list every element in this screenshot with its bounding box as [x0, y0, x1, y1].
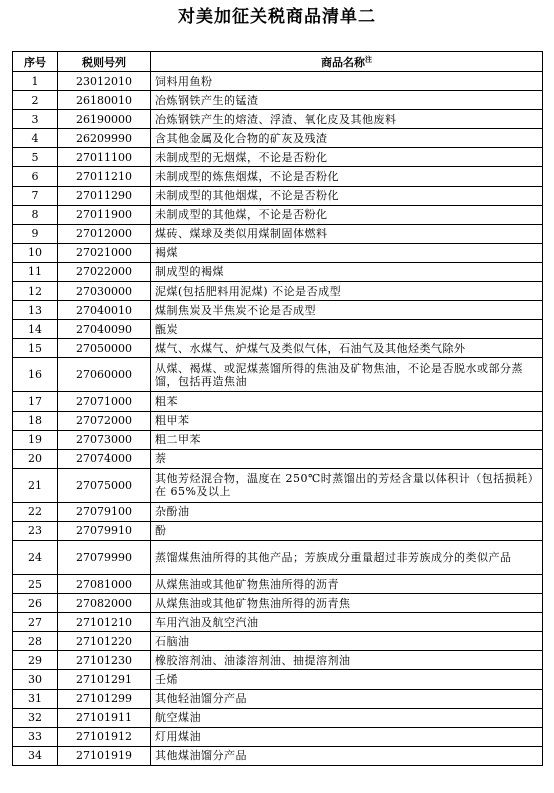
- row-number: 10: [13, 243, 58, 262]
- row-product-name: 饲料用鱼粉: [151, 72, 543, 91]
- table-row: [13, 727, 543, 746]
- row-product-name: 泥煤(包括肥料用泥煤) 不论是否成型: [151, 282, 543, 301]
- row-tariff-code: 27040090: [58, 320, 151, 339]
- row-product-name: 其他轻油馏分产品: [151, 689, 543, 708]
- row-tariff-code: 27030000: [58, 282, 151, 301]
- row-number: 18: [13, 411, 58, 430]
- table-row: [13, 262, 543, 281]
- row-tariff-code: 27101230: [58, 651, 151, 670]
- table-row: [13, 540, 543, 574]
- row-tariff-code: 27073000: [58, 430, 151, 449]
- row-tariff-code: 27101291: [58, 670, 151, 689]
- row-number: 14: [13, 320, 58, 339]
- row-product-name: 粗二甲苯: [151, 430, 543, 449]
- row-product-name: 甑炭: [151, 320, 543, 339]
- row-product-name: 蒸馏煤焦油所得的其他产品；芳族成分重量超过非芳族成分的类似产品: [151, 540, 543, 574]
- row-number: 26: [13, 594, 58, 613]
- row-tariff-code: 27071000: [58, 392, 151, 411]
- row-product-name: 从煤、褐煤、或泥煤蒸馏所得的焦油及矿物焦油，不论是否脱水或部分蒸馏，包括再造焦油: [151, 358, 543, 392]
- row-number: 8: [13, 205, 58, 224]
- header-name-label: 商品名称: [321, 55, 365, 69]
- table-row: [13, 72, 543, 91]
- row-product-name: 冶炼钢铁产生的熔渣、浮渣、氧化皮及其他废料: [151, 110, 543, 129]
- row-tariff-code: 27082000: [58, 594, 151, 613]
- table-row: [13, 521, 543, 540]
- row-number: 21: [13, 468, 58, 502]
- row-tariff-code: 27101911: [58, 708, 151, 727]
- row-tariff-code: 27012000: [58, 224, 151, 243]
- row-number: 33: [13, 727, 58, 746]
- table-row: [13, 243, 543, 262]
- row-tariff-code: 27011290: [58, 186, 151, 205]
- row-product-name: 石脑油: [151, 632, 543, 651]
- row-product-name: 从煤焦油或其他矿物焦油所得的沥青焦: [151, 594, 543, 613]
- row-product-name: 萘: [151, 449, 543, 468]
- row-product-name: 褐煤: [151, 243, 543, 262]
- table-row: [13, 110, 543, 129]
- row-product-name: 制成型的褐煤: [151, 262, 543, 281]
- row-product-name: 未制成型的其他烟煤，不论是否粉化: [151, 186, 543, 205]
- row-number: 19: [13, 430, 58, 449]
- table-row: [13, 670, 543, 689]
- table-row: [13, 339, 543, 358]
- table-row: [13, 167, 543, 186]
- row-product-name: 壬烯: [151, 670, 543, 689]
- row-product-name: 从煤焦油或其他矿物焦油所得的沥青: [151, 574, 543, 593]
- table-row: [13, 468, 543, 502]
- table-row: [13, 129, 543, 148]
- header-no: 序号: [13, 52, 58, 72]
- row-tariff-code: 27101912: [58, 727, 151, 746]
- row-tariff-code: 27011210: [58, 167, 151, 186]
- page-title: 对美加征关税商品清单二: [178, 7, 376, 27]
- table-row: [13, 320, 543, 339]
- row-tariff-code: 27101919: [58, 746, 151, 765]
- table-row: [13, 502, 543, 521]
- row-tariff-code: 27101299: [58, 689, 151, 708]
- table-row: [13, 651, 543, 670]
- table-header-row: [13, 52, 543, 72]
- row-number: 17: [13, 392, 58, 411]
- table-row: [13, 224, 543, 243]
- row-number: 24: [13, 540, 58, 574]
- row-product-name: 车用汽油及航空汽油: [151, 613, 543, 632]
- table-row: [13, 574, 543, 593]
- row-number: 28: [13, 632, 58, 651]
- row-product-name: 航空煤油: [151, 708, 543, 727]
- row-product-name: 煤制焦炭及半焦炭不论是否成型: [151, 301, 543, 320]
- table-row: [13, 613, 543, 632]
- table-row: [13, 148, 543, 167]
- row-number: 32: [13, 708, 58, 727]
- header-name: [151, 52, 543, 72]
- row-number: 27: [13, 613, 58, 632]
- row-number: 29: [13, 651, 58, 670]
- row-product-name: 灯用煤油: [151, 727, 543, 746]
- row-product-name: 酚: [151, 521, 543, 540]
- row-product-name: 其他煤油馏分产品: [151, 746, 543, 765]
- row-number: 12: [13, 282, 58, 301]
- row-number: 30: [13, 670, 58, 689]
- table-row: [13, 358, 543, 392]
- header-name-note: 注: [365, 54, 372, 63]
- table-row: [13, 392, 543, 411]
- row-tariff-code: 26209990: [58, 129, 151, 148]
- row-number: 2: [13, 91, 58, 110]
- row-product-name: 煤砖、煤球及类似用煤制固体燃料: [151, 224, 543, 243]
- table-row: [13, 205, 543, 224]
- row-tariff-code: 27079990: [58, 540, 151, 574]
- row-tariff-code: 27072000: [58, 411, 151, 430]
- row-product-name: 杂酚油: [151, 502, 543, 521]
- row-tariff-code: 27011100: [58, 148, 151, 167]
- row-tariff-code: 27074000: [58, 449, 151, 468]
- row-tariff-code: 27079910: [58, 521, 151, 540]
- row-product-name: 冶炼钢铁产生的锰渣: [151, 91, 543, 110]
- row-tariff-code: 26180010: [58, 91, 151, 110]
- row-tariff-code: 27079100: [58, 502, 151, 521]
- row-product-name: 粗苯: [151, 392, 543, 411]
- row-tariff-code: 27022000: [58, 262, 151, 281]
- row-product-name: 未制成型的无烟煤，不论是否粉化: [151, 148, 543, 167]
- table-row: [13, 708, 543, 727]
- table-row: [13, 411, 543, 430]
- table-body: [13, 72, 543, 766]
- row-number: 20: [13, 449, 58, 468]
- table-row: [13, 282, 543, 301]
- row-number: 5: [13, 148, 58, 167]
- table-row: [13, 430, 543, 449]
- row-product-name: 煤气、水煤气、炉煤气及类似气体，石油气及其他烃类气除外: [151, 339, 543, 358]
- row-number: 15: [13, 339, 58, 358]
- table-row: [13, 301, 543, 320]
- row-number: 9: [13, 224, 58, 243]
- row-tariff-code: 26190000: [58, 110, 151, 129]
- header-code: 税则号列: [58, 52, 151, 72]
- row-product-name: 未制成型的炼焦烟煤，不论是否粉化: [151, 167, 543, 186]
- row-number: 4: [13, 129, 58, 148]
- row-product-name: 粗甲苯: [151, 411, 543, 430]
- row-tariff-code: 27060000: [58, 358, 151, 392]
- row-tariff-code: 23012010: [58, 72, 151, 91]
- row-number: 11: [13, 262, 58, 281]
- row-number: 1: [13, 72, 58, 91]
- row-tariff-code: 27081000: [58, 574, 151, 593]
- table-row: [13, 746, 543, 765]
- row-tariff-code: 27101220: [58, 632, 151, 651]
- table-row: [13, 186, 543, 205]
- table-row: [13, 449, 543, 468]
- table-row: [13, 594, 543, 613]
- row-number: 31: [13, 689, 58, 708]
- tariff-list-table: [12, 51, 543, 766]
- table-row: [13, 632, 543, 651]
- row-number: 25: [13, 574, 58, 593]
- row-tariff-code: 27040010: [58, 301, 151, 320]
- row-number: 7: [13, 186, 58, 205]
- row-number: 13: [13, 301, 58, 320]
- table-row: [13, 689, 543, 708]
- row-tariff-code: 27050000: [58, 339, 151, 358]
- row-number: 16: [13, 358, 58, 392]
- row-tariff-code: 27101210: [58, 613, 151, 632]
- row-tariff-code: 27011900: [58, 205, 151, 224]
- row-number: 3: [13, 110, 58, 129]
- row-product-name: 橡胶溶剂油、油漆溶剂油、抽提溶剂油: [151, 651, 543, 670]
- row-product-name: 其他芳烃混合物，温度在 250℃时蒸馏出的芳烃含量以体积计（包括损耗）在 65%及以上: [151, 468, 543, 502]
- row-product-name: 含其他金属及化合物的矿灰及残渣: [151, 129, 543, 148]
- row-tariff-code: 27075000: [58, 468, 151, 502]
- row-number: 34: [13, 746, 58, 765]
- row-product-name: 未制成型的其他煤，不论是否粉化: [151, 205, 543, 224]
- row-tariff-code: 27021000: [58, 243, 151, 262]
- row-number: 6: [13, 167, 58, 186]
- row-number: 23: [13, 521, 58, 540]
- row-number: 22: [13, 502, 58, 521]
- table-row: [13, 91, 543, 110]
